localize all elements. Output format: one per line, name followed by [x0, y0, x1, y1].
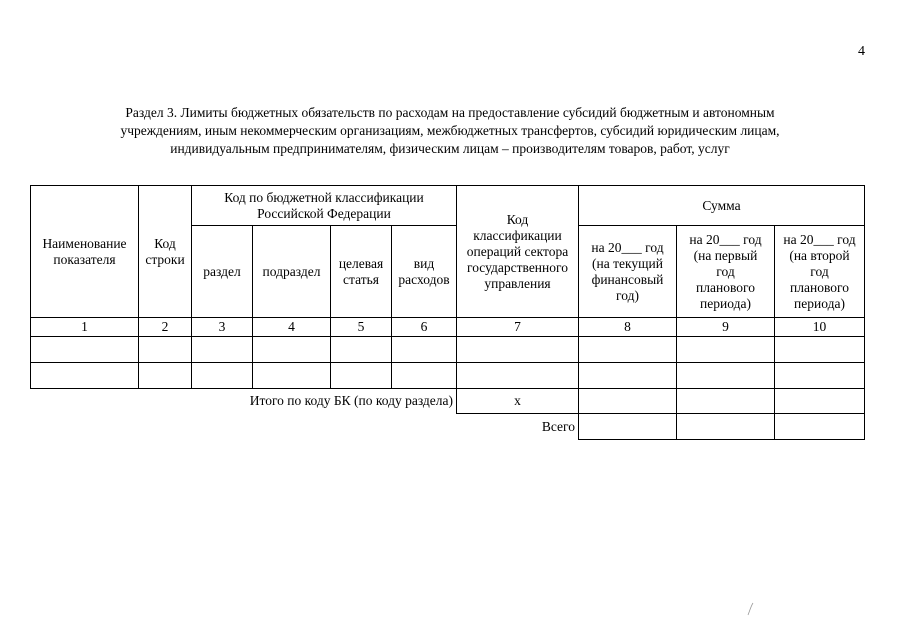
column-number: 4 [253, 318, 331, 337]
header-subsection: подраздел [253, 226, 331, 318]
header-expense-type: вид расходов [392, 226, 457, 318]
cell-empty[interactable] [457, 337, 579, 363]
cell-empty[interactable] [775, 414, 865, 440]
grand-total-row [31, 414, 865, 440]
total-by-code-kosgu: х [457, 389, 579, 414]
table-row [31, 363, 865, 389]
cell-empty[interactable] [192, 363, 253, 389]
pen-mark [747, 602, 755, 616]
cell-empty[interactable] [31, 337, 139, 363]
grand-total-label: Всего [457, 414, 579, 440]
header-year-second-plan: на 20___ год (на второй год планового периода) [775, 226, 865, 318]
cell-empty[interactable] [139, 363, 192, 389]
cell-empty[interactable] [775, 337, 865, 363]
column-numbers-row [31, 318, 865, 337]
cell-empty[interactable] [253, 337, 331, 363]
cell-empty[interactable] [579, 389, 677, 414]
cell-empty[interactable] [331, 363, 392, 389]
title-line: учреждениям, иным некоммерческим организациям, межбюджетных трансфертов, субсидий юридическим лицам, [120, 123, 780, 138]
title-line: Раздел 3. Лимиты бюджетных обязательств по расходам на предоставление субсидий бюджетным и автономным [125, 105, 775, 120]
cell-empty[interactable] [677, 363, 775, 389]
cell-empty[interactable] [253, 363, 331, 389]
page-number: 4 [858, 44, 865, 59]
total-by-code-row [31, 389, 865, 414]
cell-empty[interactable] [139, 337, 192, 363]
section-title [60, 104, 840, 158]
header-section: раздел [192, 226, 253, 318]
cell-empty[interactable] [457, 363, 579, 389]
title-line: индивидуальным предпринимателям, физическим лицам – производителям товаров, работ, услуг [170, 141, 730, 156]
column-number: 2 [139, 318, 192, 337]
header-target-item: целевая статья [331, 226, 392, 318]
header-sum: Сумма [579, 186, 865, 226]
column-number: 3 [192, 318, 253, 337]
cell-empty[interactable] [579, 414, 677, 440]
cell-empty[interactable] [31, 363, 139, 389]
column-number: 7 [457, 318, 579, 337]
limits-table [30, 185, 865, 440]
cell-empty[interactable] [677, 337, 775, 363]
total-by-code-label: Итого по коду БК (по коду раздела) [249, 393, 453, 409]
cell-empty[interactable] [579, 363, 677, 389]
cell-empty[interactable] [775, 389, 865, 414]
cell-empty[interactable] [392, 337, 457, 363]
cell-empty[interactable] [775, 363, 865, 389]
column-number: 1 [31, 318, 139, 337]
column-number: 5 [331, 318, 392, 337]
header-budget-classification: Код по бюджетной классификации Российской Федерации [192, 186, 457, 226]
cell-empty[interactable] [331, 337, 392, 363]
cell-empty[interactable] [579, 337, 677, 363]
column-number: 8 [579, 318, 677, 337]
header-kosgu: Код классификации операций сектора государственного управления [457, 186, 579, 318]
column-number: 6 [392, 318, 457, 337]
cell-empty[interactable] [677, 414, 775, 440]
table-row [31, 337, 865, 363]
cell-empty[interactable] [192, 337, 253, 363]
column-number: 9 [677, 318, 775, 337]
cell-empty[interactable] [392, 363, 457, 389]
cell-empty[interactable] [677, 389, 775, 414]
header-row-code: Код строки [139, 186, 192, 318]
header-name: Наименование показателя [31, 186, 139, 318]
column-number: 10 [775, 318, 865, 337]
header-year-current: на 20___ год (на текущий финансовый год) [579, 226, 677, 318]
header-year-first-plan: на 20___ год (на первый год планового периода) [677, 226, 775, 318]
